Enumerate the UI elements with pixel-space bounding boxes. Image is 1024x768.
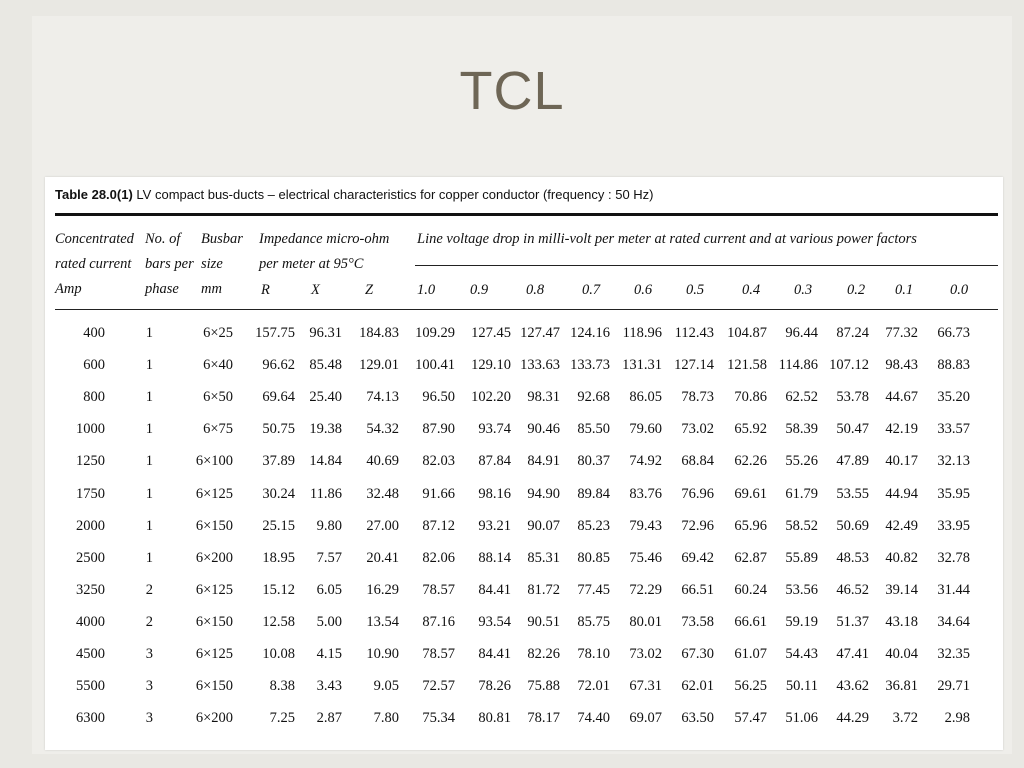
header-voltage-drop: Line voltage drop in milli-volt per meter at rated current and at various power factors [417, 231, 917, 247]
table-cell: 6×25 [203, 325, 233, 341]
table-cell: 1 [145, 357, 153, 374]
table-cell: 65.92 [734, 421, 767, 438]
table-cell: 35.20 [937, 389, 970, 406]
table-cell: 107.12 [829, 357, 869, 374]
table-cell: 90.51 [527, 613, 560, 630]
table-cell: 7.57 [316, 549, 342, 566]
table-cell: 6×150 [195, 517, 233, 534]
table-cell: 72.29 [629, 581, 662, 598]
header-busbar-line: mm [201, 281, 222, 297]
table-cell: 40.17 [885, 453, 918, 470]
header-power-factor-col: 0.1 [895, 282, 914, 298]
table-cell: 75.34 [422, 710, 455, 727]
table-cell: 73.58 [681, 613, 714, 630]
table-cell: 60.24 [734, 581, 767, 598]
table-cell: 47.41 [836, 646, 869, 662]
table-cell: 80.81 [478, 710, 511, 727]
table-cell: 109.29 [415, 325, 455, 341]
table-cell: 5500 [76, 678, 105, 695]
table-cell: 121.58 [727, 357, 767, 374]
table-cell: 78.10 [577, 646, 610, 662]
table-cell: 84.41 [478, 646, 511, 662]
table-cell: 87.16 [422, 613, 455, 630]
table-cell: 66.51 [681, 581, 714, 598]
table-cell: 75.46 [629, 549, 662, 566]
table-cell: 10.90 [366, 646, 399, 662]
table-cell: 96.31 [309, 325, 342, 341]
table-cell: 33.57 [937, 421, 970, 438]
table-cell: 74.40 [577, 710, 610, 727]
table-cell: 87.24 [836, 325, 869, 341]
header-rated-current-line: rated current [55, 256, 132, 272]
table-cell: 58.39 [785, 421, 818, 438]
table-cell: 92.68 [577, 389, 610, 406]
table-cell: 84.91 [527, 453, 560, 470]
table-cell: 73.02 [681, 421, 714, 438]
header-busbar-line: size [201, 256, 223, 272]
table-cell: 85.23 [577, 517, 610, 534]
table-cell: 65.96 [734, 517, 767, 534]
table-cell: 58.52 [785, 517, 818, 534]
header-power-factor-col: 0.5 [686, 282, 705, 298]
table-cell: 1 [145, 549, 153, 566]
table-cell: 3250 [76, 581, 105, 598]
table-cell: 32.13 [937, 453, 970, 470]
header-impedance-col: Z [365, 282, 374, 298]
table-cell: 81.72 [527, 581, 560, 598]
table-cell: 96.62 [262, 357, 295, 374]
table-cell: 54.32 [366, 421, 399, 438]
table-cell: 31.44 [937, 581, 970, 598]
table-cell: 88.83 [937, 357, 970, 374]
table-cell: 86.05 [629, 389, 662, 406]
table-cell: 53.78 [836, 389, 869, 406]
table-cell: 9.80 [316, 517, 342, 534]
header-power-factor-col: 0.2 [847, 282, 866, 298]
table-cell: 61.07 [734, 646, 767, 662]
table-cell: 62.26 [734, 453, 767, 470]
table-cell: 43.18 [885, 613, 918, 630]
table-cell: 36.81 [885, 678, 918, 695]
table-cell: 75.88 [527, 678, 560, 695]
table-cell: 50.69 [836, 517, 869, 534]
table-cell: 44.67 [885, 389, 918, 406]
table-cell: 104.87 [727, 325, 767, 341]
header-impedance-col: X [311, 282, 320, 298]
table-cell: 66.61 [734, 613, 767, 630]
table-cell: 85.75 [577, 613, 610, 630]
table-cell: 59.19 [785, 613, 818, 630]
table-cell: 67.31 [629, 678, 662, 695]
table-cell: 15.12 [262, 581, 295, 598]
table-cell: 72.57 [422, 678, 455, 695]
table-cell: 1 [145, 389, 153, 406]
table-cell: 77.45 [577, 581, 610, 598]
table-cell: 127.14 [674, 357, 714, 374]
table-cell: 184.83 [359, 325, 399, 341]
table-cell: 34.64 [937, 613, 970, 630]
table-cell: 8.38 [269, 678, 295, 695]
table-cell: 6×50 [203, 389, 233, 406]
slide-title: TCL [459, 61, 565, 121]
table-cell: 55.89 [785, 549, 818, 566]
header-bars-line: No. of [145, 231, 181, 247]
table-cell: 2 [145, 613, 153, 630]
table-cell: 78.57 [422, 646, 455, 662]
table-cell: 82.06 [422, 549, 455, 566]
header-power-factor-col: 0.8 [526, 282, 545, 298]
table-cell: 96.44 [785, 325, 818, 341]
table-cell: 6×150 [195, 678, 233, 695]
busduct-table [45, 177, 1003, 750]
table-cell: 7.25 [269, 710, 295, 727]
header-impedance [259, 227, 389, 277]
table-caption-text: LV compact bus-ducts – electrical characteristics for copper conductor (frequency : 50 Hz) [136, 187, 654, 202]
table-cell: 61.79 [785, 485, 818, 502]
table-cell: 46.52 [836, 581, 869, 598]
table-cell: 129.01 [359, 357, 399, 374]
table-cell: 37.89 [262, 453, 295, 470]
table-cell: 10.08 [262, 646, 295, 662]
table-cell: 53.56 [785, 581, 818, 598]
table-cell: 72.01 [577, 678, 610, 695]
header-impedance-line: per meter at 95°C [259, 256, 364, 272]
table-cell: 157.75 [255, 325, 295, 341]
table-cell: 90.07 [527, 517, 560, 534]
table-cell: 68.84 [681, 453, 714, 470]
table-cell: 47.89 [836, 453, 869, 470]
table-cell: 118.96 [622, 325, 662, 341]
table-cell: 96.50 [422, 389, 455, 406]
table-cell: 74.92 [629, 453, 662, 470]
table-cell: 2000 [76, 517, 105, 534]
header-rated-current-line: Amp [55, 281, 82, 297]
table-voltage-subrule [415, 265, 998, 266]
table-cell: 62.87 [734, 549, 767, 566]
table-cell: 87.12 [422, 517, 455, 534]
header-impedance-col: R [261, 282, 270, 298]
table-cell: 89.84 [577, 485, 610, 502]
table-cell: 43.62 [836, 678, 869, 695]
table-cell: 127.45 [471, 325, 511, 341]
table-cell: 40.82 [885, 549, 918, 566]
table-cell: 133.63 [520, 357, 560, 374]
table-cell: 93.74 [478, 421, 511, 438]
table-cell: 2 [145, 581, 153, 598]
table-cell: 3 [145, 646, 153, 662]
header-busbar-line: Busbar [201, 231, 243, 247]
table-cell: 29.71 [937, 678, 970, 695]
table-cell: 18.95 [262, 549, 295, 566]
table-cell: 16.29 [366, 581, 399, 598]
table-cell: 129.10 [471, 357, 511, 374]
table-cell: 48.53 [836, 549, 869, 566]
table-cell: 32.48 [366, 485, 399, 502]
table-cell: 98.43 [885, 357, 918, 374]
table-cell: 9.05 [373, 678, 399, 695]
table-cell: 74.13 [366, 389, 399, 406]
header-bars-line: bars per [145, 256, 194, 272]
table-cell: 6×200 [195, 710, 233, 727]
table-cell: 67.30 [681, 646, 714, 662]
table-cell: 2.87 [316, 710, 342, 727]
table-cell: 11.86 [309, 485, 342, 502]
table-cell: 6×200 [195, 549, 233, 566]
table-cell: 6.05 [316, 581, 342, 598]
header-rated-current [55, 227, 134, 302]
table-cell: 1750 [76, 485, 105, 502]
table-cell: 78.57 [422, 581, 455, 598]
table-cell: 94.90 [527, 485, 560, 502]
header-power-factor-col: 0.7 [582, 282, 601, 298]
table-cell: 1 [145, 325, 153, 341]
table-cell: 6×125 [195, 581, 233, 598]
table-cell: 1000 [76, 421, 105, 438]
table-cell: 1250 [76, 453, 105, 470]
table-cell: 79.43 [629, 517, 662, 534]
header-bars-per-phase [145, 227, 194, 302]
table-cell: 63.50 [681, 710, 714, 727]
table-cell: 1 [145, 485, 153, 502]
header-power-factor-col: 0.9 [470, 282, 489, 298]
table-cell: 79.60 [629, 421, 662, 438]
table-cell: 30.24 [262, 485, 295, 502]
table-cell: 19.38 [309, 421, 342, 438]
table-cell: 87.84 [478, 453, 511, 470]
table-caption [55, 187, 995, 202]
table-cell: 4500 [76, 646, 105, 662]
header-impedance-line: Impedance micro-ohm [259, 231, 390, 247]
table-cell: 78.73 [681, 389, 714, 406]
table-header-rule [55, 309, 998, 310]
table-cell: 62.01 [681, 678, 714, 695]
table-cell: 82.26 [527, 646, 560, 662]
table-cell: 85.31 [527, 549, 560, 566]
table-cell: 76.96 [681, 485, 714, 502]
table-cell: 57.47 [734, 710, 767, 727]
table-cell: 51.06 [785, 710, 818, 727]
table-cell: 56.25 [734, 678, 767, 695]
table-cell: 80.01 [629, 613, 662, 630]
table-cell: 54.43 [785, 646, 818, 662]
table-cell: 124.16 [570, 325, 610, 341]
table-cell: 91.66 [422, 485, 455, 502]
table-cell: 55.26 [785, 453, 818, 470]
table-cell: 27.00 [366, 517, 399, 534]
table-cell: 114.86 [778, 357, 818, 374]
header-bars-line: phase [145, 281, 179, 297]
table-cell: 400 [83, 325, 105, 341]
table-cell: 6×40 [203, 357, 233, 374]
table-cell: 3 [145, 710, 153, 727]
table-cell: 66.73 [937, 325, 970, 341]
table-cell: 69.61 [734, 485, 767, 502]
table-cell: 50.75 [262, 421, 295, 438]
table-cell: 93.54 [478, 613, 511, 630]
table-cell: 82.03 [422, 453, 455, 470]
table-cell: 50.11 [785, 678, 818, 695]
table-cell: 85.50 [577, 421, 610, 438]
table-cell: 600 [83, 357, 105, 374]
table-cell: 69.42 [681, 549, 714, 566]
table-cell: 6300 [76, 710, 105, 727]
header-power-factor-col: 0.0 [950, 282, 969, 298]
table-cell: 2.98 [944, 710, 970, 727]
header-power-factor-col: 0.3 [794, 282, 813, 298]
header-rated-current-line: Concentrated [55, 231, 134, 247]
table-cell: 83.76 [629, 485, 662, 502]
table-cell: 85.48 [309, 357, 342, 374]
table-cell: 44.29 [836, 710, 869, 727]
table-cell: 51.37 [836, 613, 869, 630]
table-cell: 6×75 [203, 421, 233, 438]
table-cell: 78.26 [478, 678, 511, 695]
table-cell: 7.80 [373, 710, 399, 727]
table-top-rule [55, 213, 998, 216]
table-cell: 6×125 [195, 485, 233, 502]
table-cell: 25.15 [262, 517, 295, 534]
table-cell: 42.49 [885, 517, 918, 534]
table-cell: 102.20 [471, 389, 511, 406]
table-cell: 33.95 [937, 517, 970, 534]
table-cell: 42.19 [885, 421, 918, 438]
table-cell: 77.32 [885, 325, 918, 341]
table-cell: 3 [145, 678, 153, 695]
table-cell: 35.95 [937, 485, 970, 502]
table-cell: 3.43 [316, 678, 342, 695]
table-cell: 32.78 [937, 549, 970, 566]
table-cell: 2500 [76, 549, 105, 566]
table-cell: 1 [145, 453, 153, 470]
table-cell: 133.73 [570, 357, 610, 374]
table-cell: 98.16 [478, 485, 511, 502]
table-cell: 6×125 [195, 646, 233, 662]
table-cell: 70.86 [734, 389, 767, 406]
table-cell: 4000 [76, 613, 105, 630]
table-cell: 1 [145, 421, 153, 438]
table-cell: 40.69 [366, 453, 399, 470]
table-cell: 73.02 [629, 646, 662, 662]
table-cell: 4.15 [316, 646, 342, 662]
table-cell: 62.52 [785, 389, 818, 406]
table-cell: 131.31 [622, 357, 662, 374]
table-cell: 87.90 [422, 421, 455, 438]
table-cell: 88.14 [478, 549, 511, 566]
table-cell: 93.21 [478, 517, 511, 534]
table-cell: 12.58 [262, 613, 295, 630]
table-cell: 3.72 [892, 710, 918, 727]
table-cell: 20.41 [366, 549, 399, 566]
table-cell: 72.96 [681, 517, 714, 534]
table-cell: 44.94 [885, 485, 918, 502]
table-cell: 98.31 [527, 389, 560, 406]
table-cell: 53.55 [836, 485, 869, 502]
table-cell: 800 [83, 389, 105, 406]
table-cell: 6×100 [195, 453, 233, 470]
table-cell: 112.43 [674, 325, 714, 341]
table-cell: 32.35 [937, 646, 970, 662]
table-caption-label: Table 28.0(1) [55, 187, 133, 202]
table-cell: 25.40 [309, 389, 342, 406]
table-cell: 6×150 [195, 613, 233, 630]
header-power-factor-col: 1.0 [417, 282, 436, 298]
header-power-factor-col: 0.4 [742, 282, 761, 298]
table-cell: 14.84 [309, 453, 342, 470]
table-cell: 100.41 [415, 357, 455, 374]
table-cell: 1 [145, 517, 153, 534]
table-cell: 80.37 [577, 453, 610, 470]
table-cell: 39.14 [885, 581, 918, 598]
table-cell: 69.07 [629, 710, 662, 727]
table-cell: 13.54 [366, 613, 399, 630]
table-cell: 127.47 [520, 325, 560, 341]
table-cell: 90.46 [527, 421, 560, 438]
table-cell: 50.47 [836, 421, 869, 438]
table-cell: 69.64 [262, 389, 295, 406]
table-cell: 40.04 [885, 646, 918, 662]
table-cell: 5.00 [316, 613, 342, 630]
table-cell: 78.17 [527, 710, 560, 727]
header-power-factor-col: 0.6 [634, 282, 653, 298]
table-cell: 84.41 [478, 581, 511, 598]
table-cell: 80.85 [577, 549, 610, 566]
header-busbar-size [201, 227, 243, 302]
